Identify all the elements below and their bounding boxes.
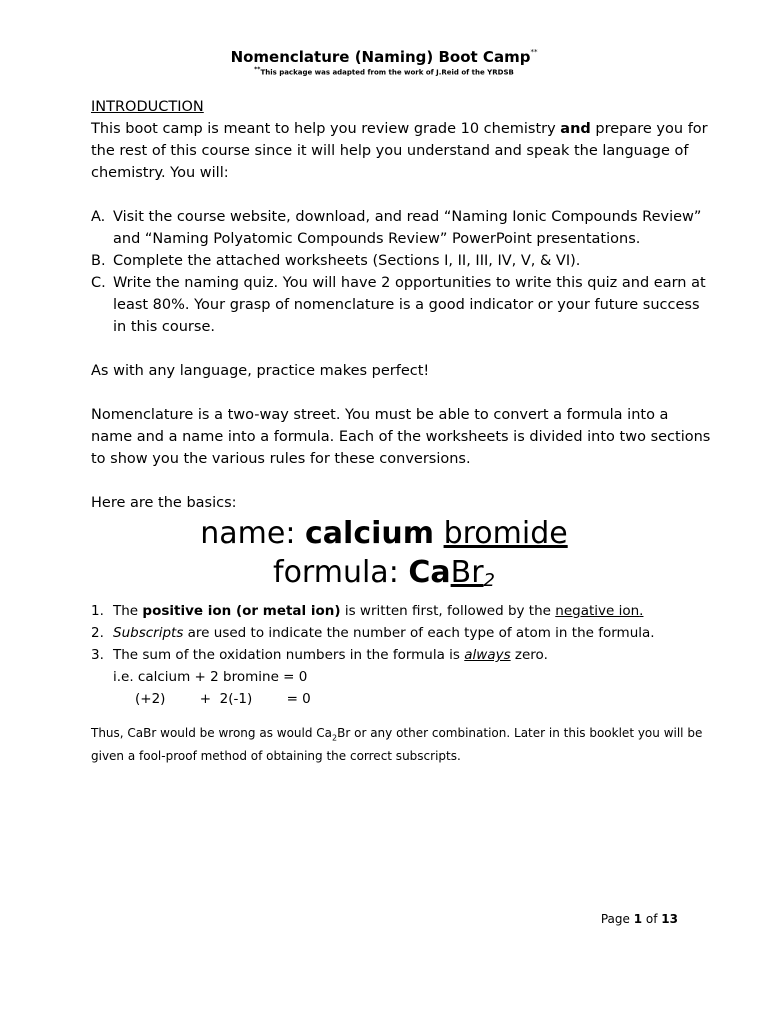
practice-paragraph: As with any language, practice makes perfect! — [91, 363, 430, 379]
rule-italic-text: Subscripts — [113, 625, 184, 641]
credit-footnote-mark: ** — [254, 66, 261, 73]
title-footnote-mark: ** — [530, 48, 538, 56]
document-body — [91, 96, 711, 766]
intro-paragraph — [91, 118, 711, 184]
page-label: Page — [600, 912, 634, 926]
list-item — [91, 600, 711, 622]
list-item-text: Visit the course website, download, and read “Naming Ionic Compounds Review” and “Naming Polyatomic Compounds Review” PowerPoint presentations. — [113, 209, 702, 247]
list-marker: 1. — [91, 603, 104, 619]
intro-heading: INTRODUCTION — [91, 99, 204, 115]
formula-cation: Ca — [408, 555, 451, 590]
list-item — [91, 206, 711, 250]
two-way-paragraph: Nomenclature is a two-way street. You must be able to convert a formula into a name and a name into a formula. Each of the worksheets is divided into two sections to show you the various rules for these conversions. — [91, 407, 711, 467]
name-cation: calcium — [305, 516, 435, 551]
credit-line — [0, 66, 768, 76]
spacer — [91, 470, 711, 492]
list-marker: 3. — [91, 647, 104, 663]
formula-label: formula: — [273, 555, 409, 590]
rule-text: are used to indicate the number of each type of atom in the formula. — [183, 625, 655, 641]
formula-example — [0, 553, 768, 600]
note-text: Thus, CaBr would be wrong as would Ca — [91, 726, 333, 740]
credit-text: This package was adapted from the work of J.Reid of the YRDSB — [260, 68, 514, 77]
note-paragraph — [91, 724, 711, 766]
list-item-text: Write the naming quiz. You will have 2 opportunities to write this quiz and earn at least 80%. Your grasp of nomenclature is a good indicator or your future success in this course. — [113, 275, 706, 335]
intro-text-a: This boot camp is meant to help you review grade 10 chemistry — [91, 121, 561, 137]
equation-line: (+2) + 2(-1) = 0 — [135, 691, 311, 707]
list-marker: A. — [91, 209, 106, 225]
spacer — [91, 338, 711, 360]
list-item-text: Complete the attached worksheets (Sections I, II, III, IV, V, & VI). — [113, 253, 581, 269]
rule-underlined-text: . — [639, 603, 644, 619]
rule-text: zero. — [510, 647, 548, 663]
page-number — [601, 912, 678, 926]
page-total: 13 — [661, 912, 678, 926]
document-title — [0, 48, 768, 66]
intro-text-c: prepare you for the rest of this course since it will help you understand and speak the language of chemistry. You will: — [91, 121, 708, 181]
note-subscript: 2 — [332, 733, 338, 743]
rule-bold-text: positive ion (or metal ion) — [142, 603, 341, 619]
rules-list — [91, 600, 711, 666]
name-label: name: — [200, 516, 306, 551]
basics-paragraph: Here are the basics: — [91, 495, 237, 511]
equation-line: i.e. calcium + 2 bromine = 0 — [113, 669, 308, 685]
name-anion: bromide — [443, 516, 568, 551]
formula-subscript: 2 — [483, 570, 495, 591]
note-text: Br or any other combination. Later in this booklet you will be given a fool-proof method of obtaining the correct subscripts. — [91, 726, 703, 764]
spacer — [91, 184, 711, 206]
list-marker: 2. — [91, 625, 104, 641]
list-marker: B. — [91, 253, 106, 269]
page-current: 1 — [633, 912, 643, 926]
rule-text: The — [113, 603, 143, 619]
title-text: Nomenclature (Naming) Boot Camp — [230, 48, 531, 66]
rule-emphasis-text: always — [464, 647, 511, 663]
list-item — [91, 272, 711, 338]
name-example — [0, 514, 768, 553]
list-marker: C. — [91, 275, 106, 291]
list-item — [91, 250, 711, 272]
rule-underlined-text: negative ion — [555, 603, 640, 619]
steps-list — [91, 206, 711, 338]
list-item — [91, 644, 711, 666]
page-of-label: of — [642, 912, 662, 926]
spacer — [91, 382, 711, 404]
rule-text: The sum of the oxidation numbers in the formula is — [113, 647, 465, 663]
rule-text: is written first, followed by the — [340, 603, 556, 619]
formula-anion: Br — [450, 555, 484, 590]
list-item — [91, 622, 711, 644]
intro-text-bold: and — [560, 121, 591, 137]
